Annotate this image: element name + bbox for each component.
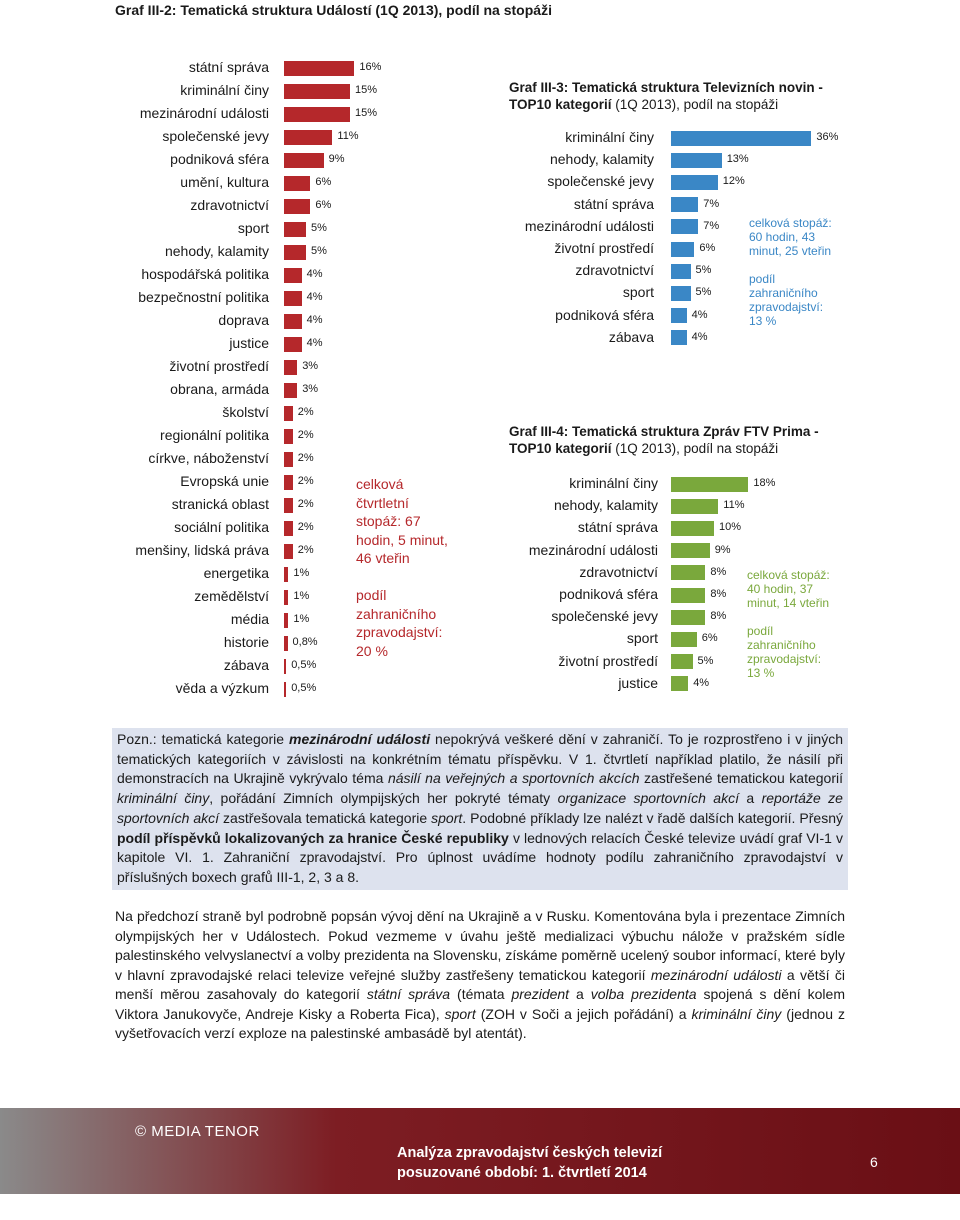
category-label: zábava bbox=[608, 328, 654, 345]
category-label: zábava bbox=[223, 657, 269, 673]
bar bbox=[284, 659, 286, 674]
text-segment: sport bbox=[444, 1005, 476, 1022]
summary-note-line: 20 % bbox=[356, 642, 388, 659]
chart-title-bold: TOP10 kategorií bbox=[509, 97, 612, 112]
text-segment: (témata bbox=[450, 986, 512, 1002]
bar bbox=[671, 565, 705, 580]
value-label: 4% bbox=[691, 330, 708, 343]
bar bbox=[671, 219, 698, 234]
category-label: zemědělství bbox=[194, 588, 269, 604]
summary-note-line: zpravodajství: bbox=[356, 624, 443, 640]
value-label: 6% bbox=[699, 242, 716, 254]
category-label: sport bbox=[237, 220, 269, 236]
value-label: 6% bbox=[315, 176, 332, 188]
bar bbox=[284, 107, 350, 122]
value-label: 2% bbox=[297, 452, 314, 464]
value-label: 16% bbox=[359, 61, 382, 73]
category-label: nehody, kalamity bbox=[164, 243, 269, 259]
value-label: 11% bbox=[337, 130, 359, 142]
value-label: 3% bbox=[302, 383, 319, 395]
text-segment: Na předchozí straně byl podrobně popsán vývoj dění na Ukrajině a v Rusku. Komentována byla i prezentace Zimních olympijských her v Událostech. Pokud vezmeme v úvahu ještě medializaci výbuchu nálože v pražském sídle palestinského velvyslanectví a volby prezidenta na Slovensku, získáme poměrně ucelený soubor informací, které byly v hlavní zpravodajské relaci televize veřejné služby zastřešeny tematickou kategorií bbox=[115, 908, 845, 983]
note-box bbox=[112, 728, 848, 890]
category-label: církve, náboženství bbox=[148, 450, 269, 466]
summary-note bbox=[747, 568, 830, 680]
bar bbox=[284, 291, 302, 306]
category-label: státní správa bbox=[188, 59, 269, 75]
bar bbox=[671, 588, 705, 603]
category-label: věda a výzkum bbox=[175, 680, 269, 696]
category-label: historie bbox=[223, 634, 269, 650]
bar bbox=[284, 383, 297, 398]
bar bbox=[284, 544, 293, 559]
summary-note-line: zahraničního bbox=[747, 638, 816, 652]
summary-note-line: stopáž: 67 bbox=[356, 513, 421, 529]
bar bbox=[671, 175, 718, 190]
text-segment: , pořádání Zimních olympijských her pokryté tématy bbox=[209, 790, 558, 807]
category-label: menšiny, lidská práva bbox=[135, 542, 269, 558]
bar bbox=[284, 222, 306, 237]
summary-note-line: zpravodajství: bbox=[749, 300, 824, 314]
value-label: 5% bbox=[311, 222, 327, 234]
bar bbox=[671, 543, 710, 558]
text-segment: . Podobné příklady lze nalézt v řadě dalších kategorií. Přesný bbox=[462, 809, 844, 826]
category-label: mezinárodní události bbox=[139, 105, 269, 121]
summary-note-line: 40 hodin, 37 bbox=[747, 582, 814, 596]
value-label: 1% bbox=[293, 567, 310, 579]
value-label: 2% bbox=[297, 521, 314, 533]
text-segment: kriminální činy bbox=[691, 1005, 782, 1022]
value-label: 4% bbox=[691, 308, 708, 321]
value-label: 3% bbox=[302, 360, 319, 372]
text-segment: zastřešovala tematická kategorie bbox=[219, 809, 432, 826]
value-label: 4% bbox=[306, 268, 323, 280]
chart-title bbox=[509, 79, 823, 113]
text-segment: podíl příspěvků lokalizovaných za hranice České republiky bbox=[117, 829, 509, 846]
value-label: 6% bbox=[701, 632, 718, 645]
summary-note bbox=[356, 475, 448, 660]
footer-text bbox=[397, 1143, 662, 1183]
value-label: 5% bbox=[695, 286, 712, 299]
bar bbox=[671, 197, 698, 212]
summary-note-line bbox=[747, 610, 830, 624]
category-label: životní prostředí bbox=[169, 358, 269, 374]
category-label: nehody, kalamity bbox=[549, 151, 654, 168]
summary-note-line bbox=[356, 568, 448, 587]
text-segment: mezinárodní události bbox=[650, 966, 782, 983]
value-label: 1% bbox=[293, 613, 310, 625]
page-number: 6 bbox=[870, 1154, 878, 1170]
text-segment: spojená s dění kolem Viktora Janukovyče, Andreje Kisky a Roberta Fica), bbox=[115, 986, 845, 1022]
bar bbox=[671, 330, 687, 345]
bar bbox=[284, 245, 306, 260]
value-label: 10% bbox=[719, 521, 742, 534]
bar bbox=[284, 567, 288, 582]
value-label: 18% bbox=[753, 477, 776, 489]
summary-note-line: podíl bbox=[747, 624, 774, 638]
category-label: podniková sféra bbox=[170, 151, 269, 167]
text-segment: zastřešené tematickou kategorií bbox=[639, 770, 843, 787]
summary-note-line: hodin, 5 minut, bbox=[356, 531, 448, 548]
value-label: 12% bbox=[722, 175, 745, 188]
bar bbox=[671, 264, 691, 279]
bar bbox=[671, 521, 714, 536]
value-label: 7% bbox=[703, 219, 720, 232]
text-segment: a větší či menší měrou zasahovaly do kategorií bbox=[115, 966, 845, 1002]
summary-note-line: podíl bbox=[356, 587, 387, 603]
summary-note-line: celková bbox=[356, 476, 404, 492]
chart-title-normal: (1Q 2013), podíl na stopáži bbox=[611, 441, 779, 456]
summary-note-line: podíl bbox=[749, 272, 776, 286]
category-label: média bbox=[230, 611, 269, 627]
category-label: zdravotnictví bbox=[190, 197, 269, 213]
category-label: obrana, armáda bbox=[170, 381, 269, 397]
value-label: 4% bbox=[306, 291, 323, 303]
value-label: 4% bbox=[306, 337, 323, 349]
value-label: 4% bbox=[306, 314, 323, 326]
chart-title-line-2 bbox=[509, 440, 819, 457]
summary-note-line bbox=[749, 258, 832, 272]
category-label: hospodářská politika bbox=[141, 266, 269, 282]
category-label: bezpečnostní politika bbox=[138, 289, 269, 305]
category-label: sport bbox=[622, 284, 654, 301]
summary-note-line: celková stopáž: bbox=[747, 568, 830, 582]
value-label: 9% bbox=[328, 153, 345, 165]
category-label: mezinárodní události bbox=[528, 541, 658, 558]
footer bbox=[0, 1108, 960, 1194]
value-label: 13% bbox=[726, 153, 749, 166]
bar bbox=[284, 590, 288, 605]
text-segment: násilí na veřejných a sportovních akcích bbox=[387, 770, 640, 787]
bar bbox=[284, 130, 332, 145]
category-label: kriminální činy bbox=[180, 82, 269, 98]
text-segment: a bbox=[569, 986, 591, 1002]
category-label: společenské jevy bbox=[551, 608, 658, 625]
category-label: zdravotnictví bbox=[575, 262, 654, 279]
summary-note-line: minut, 14 vteřin bbox=[747, 596, 830, 610]
summary-note-line: zpravodajství: bbox=[747, 652, 822, 666]
bar bbox=[284, 406, 293, 421]
bar bbox=[284, 268, 302, 283]
value-label: 15% bbox=[355, 107, 378, 119]
bar bbox=[284, 682, 286, 697]
bar bbox=[284, 84, 350, 99]
value-label: 5% bbox=[311, 245, 327, 257]
bar bbox=[284, 176, 310, 191]
value-label: 0,8% bbox=[292, 636, 318, 648]
value-label: 0,5% bbox=[291, 659, 317, 671]
text-segment: nepokrývá veškeré dění v zahraničí. To je rozprostřeno i v jiných tematických kategoriích v závislosti na konkrétním tématu příspěvku. V 1. čtvrtletí například platilo, že násilí při demonstracích na Ukrajině vykrývalo téma bbox=[117, 731, 843, 787]
bar bbox=[284, 452, 293, 467]
value-label: 8% bbox=[710, 610, 727, 623]
bar bbox=[671, 153, 722, 168]
category-label: kriminální činy bbox=[565, 129, 654, 145]
value-label: 8% bbox=[710, 588, 727, 600]
category-label: stranická oblast bbox=[171, 496, 269, 512]
value-label: 4% bbox=[693, 676, 710, 689]
bar bbox=[671, 654, 693, 669]
category-label: umění, kultura bbox=[180, 174, 269, 190]
category-label: energetika bbox=[203, 565, 269, 581]
bar bbox=[284, 61, 354, 76]
bar bbox=[671, 499, 718, 514]
value-label: 8% bbox=[710, 565, 727, 578]
category-label: nehody, kalamity bbox=[553, 497, 658, 514]
chart-title bbox=[509, 423, 819, 457]
summary-note-line: 60 hodin, 43 bbox=[749, 230, 816, 244]
bar bbox=[284, 475, 293, 490]
text-segment: sport bbox=[431, 809, 463, 826]
value-label: 5% bbox=[697, 654, 714, 667]
text-segment: volba prezidenta bbox=[590, 986, 697, 1002]
summary-note-line: zahraničního bbox=[356, 605, 437, 622]
value-label: 2% bbox=[297, 429, 314, 441]
value-label: 7% bbox=[703, 197, 720, 210]
summary-note-line: celková stopáž: bbox=[749, 216, 832, 230]
bar bbox=[284, 498, 293, 513]
value-label: 2% bbox=[297, 475, 314, 487]
category-label: sociální politika bbox=[174, 519, 269, 535]
category-label: společenské jevy bbox=[162, 128, 269, 144]
category-label: životní prostředí bbox=[558, 652, 658, 669]
value-label: 0,5% bbox=[291, 682, 317, 694]
summary-note-line: čtvrtletní bbox=[356, 494, 409, 511]
bar bbox=[671, 131, 811, 146]
bar bbox=[284, 613, 288, 628]
text-segment: státní správa bbox=[366, 986, 451, 1002]
value-label: 2% bbox=[297, 544, 314, 556]
value-label: 15% bbox=[355, 84, 378, 96]
chart-title-line-2 bbox=[509, 96, 823, 113]
category-label: Evropská unie bbox=[180, 473, 269, 489]
summary-note-line: 13 % bbox=[749, 314, 777, 328]
summary-note bbox=[749, 216, 832, 328]
value-label: 36% bbox=[816, 131, 839, 143]
chart-title-bold: TOP10 kategorií bbox=[509, 441, 612, 456]
chart-title-line-1: Graf III-4: Tematická struktura Zpráv FTV Prima - bbox=[509, 424, 819, 439]
value-label: 1% bbox=[293, 590, 310, 602]
bar bbox=[284, 636, 288, 651]
category-label: regionální politika bbox=[160, 427, 269, 443]
bar bbox=[284, 360, 297, 375]
summary-note-line: minut, 25 vteřin bbox=[749, 244, 832, 258]
bar bbox=[284, 337, 302, 352]
summary-note-line: 13 % bbox=[747, 666, 775, 680]
category-label: sport bbox=[626, 630, 658, 647]
category-label: mezinárodní události bbox=[524, 217, 654, 234]
category-label: zdravotnictví bbox=[579, 563, 658, 580]
bar bbox=[671, 242, 694, 257]
text-segment: v lednových relacích České televize uvádí graf VI-1 v kapitole VI. 1. Zahraniční zpravodajství. Pro úplnost uvádíme hodnoty podílu zahraničního zpravodajství v příslušných boxech grafů III-1, 2, 3 a 8. bbox=[117, 829, 843, 885]
category-label: podniková sféra bbox=[559, 586, 658, 602]
value-label: 9% bbox=[714, 543, 731, 556]
category-label: justice bbox=[618, 674, 658, 691]
category-label: justice bbox=[229, 335, 269, 351]
category-label: státní správa bbox=[573, 195, 654, 212]
bar bbox=[284, 153, 324, 168]
footer-line-1: Analýza zpravodajství českých televizí bbox=[397, 1145, 663, 1161]
category-label: kriminální činy bbox=[569, 475, 658, 491]
text-segment: a bbox=[738, 790, 762, 807]
summary-note-line: zahraničního bbox=[749, 286, 818, 300]
chart-title-line-1: Graf III-3: Tematická struktura Televizních novin - bbox=[509, 80, 823, 95]
value-label: 6% bbox=[315, 199, 332, 211]
bar bbox=[284, 314, 302, 329]
category-label: podniková sféra bbox=[555, 306, 654, 323]
bar bbox=[671, 632, 697, 647]
media-tenor-logo: © MEDIA TENOR bbox=[135, 1123, 260, 1140]
bar bbox=[671, 676, 688, 691]
value-label: 2% bbox=[297, 406, 314, 418]
value-label: 2% bbox=[297, 498, 314, 510]
category-label: státní správa bbox=[577, 519, 658, 536]
bar bbox=[284, 199, 310, 214]
text-segment: (ZOH v Soči a jejich pořádání) a bbox=[475, 1005, 692, 1022]
value-label: 5% bbox=[695, 264, 712, 277]
category-label: školství bbox=[222, 404, 269, 420]
bar bbox=[671, 610, 705, 625]
bar bbox=[284, 429, 293, 444]
bar bbox=[671, 477, 748, 492]
body-paragraph bbox=[115, 907, 845, 1044]
text-segment: prezident bbox=[511, 986, 570, 1002]
bar bbox=[671, 308, 687, 323]
text-segment: organizace sportovních akcí bbox=[557, 790, 739, 807]
category-label: společenské jevy bbox=[547, 173, 654, 190]
page-title: Graf III-2: Tematická struktura Událostí (1Q 2013), podíl na stopáži bbox=[115, 2, 552, 18]
summary-note-line: 46 vteřin bbox=[356, 550, 410, 566]
category-label: doprava bbox=[218, 312, 269, 328]
text-segment: Pozn.: tematická kategorie bbox=[117, 731, 290, 747]
text-segment: (jednou z vyšetřovacích verzí exploze na palestinské ambasádě byl atentát). bbox=[115, 1005, 845, 1041]
bar bbox=[671, 286, 691, 301]
value-label: 11% bbox=[723, 499, 745, 512]
text-segment: reportáže ze sportovních akcí bbox=[117, 790, 843, 826]
chart-title-normal: (1Q 2013), podíl na stopáži bbox=[611, 97, 779, 112]
text-segment: kriminální činy bbox=[117, 790, 210, 807]
footer-line-2: posuzované období: 1. čtvrtletí 2014 bbox=[397, 1165, 647, 1181]
bar bbox=[284, 521, 293, 536]
category-label: životní prostředí bbox=[554, 240, 654, 256]
text-segment: mezinárodní události bbox=[289, 731, 431, 747]
